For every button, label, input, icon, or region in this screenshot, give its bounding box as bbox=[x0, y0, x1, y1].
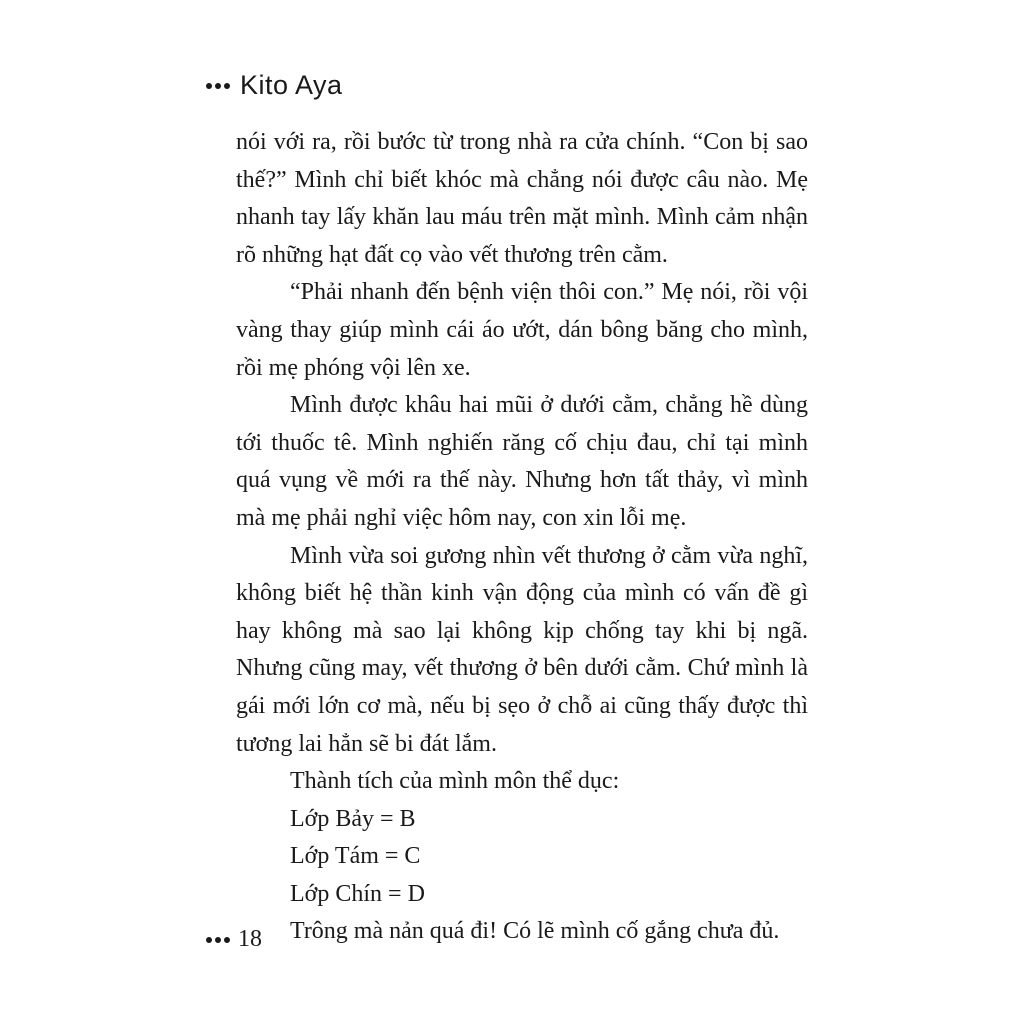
paragraph-3: Mình được khâu hai mũi ở dưới cằm, chẳng hề dùng tới thuốc tê. Mình nghiến răng cố chịu đau, chỉ tại mình quá vụng về mới ra thế này. Nhưng hơn tất thảy, vì mình mà mẹ phải nghỉ việc hôm nay, con xin lỗi mẹ. bbox=[236, 392, 808, 531]
running-header bbox=[206, 70, 343, 101]
header-author-title: Kito Aya bbox=[240, 70, 343, 100]
page-number: 18 bbox=[238, 926, 262, 952]
paragraph-1: nói với ra, rồi bước từ trong nhà ra cửa chính. “Con bị sao thế?” Mình chỉ biết khóc mà chẳng nói được câu nào. Mẹ nhanh tay lấy khăn lau máu trên mặt mình. Mình cảm nhận rõ những hạt đất cọ vào vết thương trên cằm. bbox=[236, 129, 808, 268]
footer-dots-ornament bbox=[206, 937, 230, 943]
paragraph-4: Mình vừa soi gương nhìn vết thương ở cằm vừa nghĩ, không biết hệ thần kinh vận động của mình có vấn đề gì hay không mà sao lại không kịp chống tay khi bị ngã. Nhưng cũng may, vết thương ở bên dưới cằm. Chứ mình là gái mới lớn cơ mà, nếu bị sẹo ở chỗ ai cũng thấy được thì tương lai hẳn sẽ bi đát lắm. bbox=[236, 542, 808, 757]
page-body bbox=[236, 124, 808, 951]
grade-line-1: Lớp Bảy = B bbox=[290, 805, 416, 832]
header-dots-ornament bbox=[206, 83, 230, 89]
paragraph-2: “Phải nhanh đến bệnh viện thôi con.” Mẹ nói, rồi vội vàng thay giúp mình cái áo ướt, dán bông băng cho mình, rồi mẹ phóng vội lên xe. bbox=[236, 279, 808, 381]
page-footer bbox=[206, 926, 262, 953]
closing-line: Trông mà nản quá đi! Có lẽ mình cố gắng chưa đủ. bbox=[290, 918, 780, 945]
grade-line-2: Lớp Tám = C bbox=[290, 843, 421, 870]
grade-line-3: Lớp Chín = D bbox=[290, 880, 425, 907]
paragraph-5: Thành tích của mình môn thể dục: bbox=[290, 768, 620, 795]
